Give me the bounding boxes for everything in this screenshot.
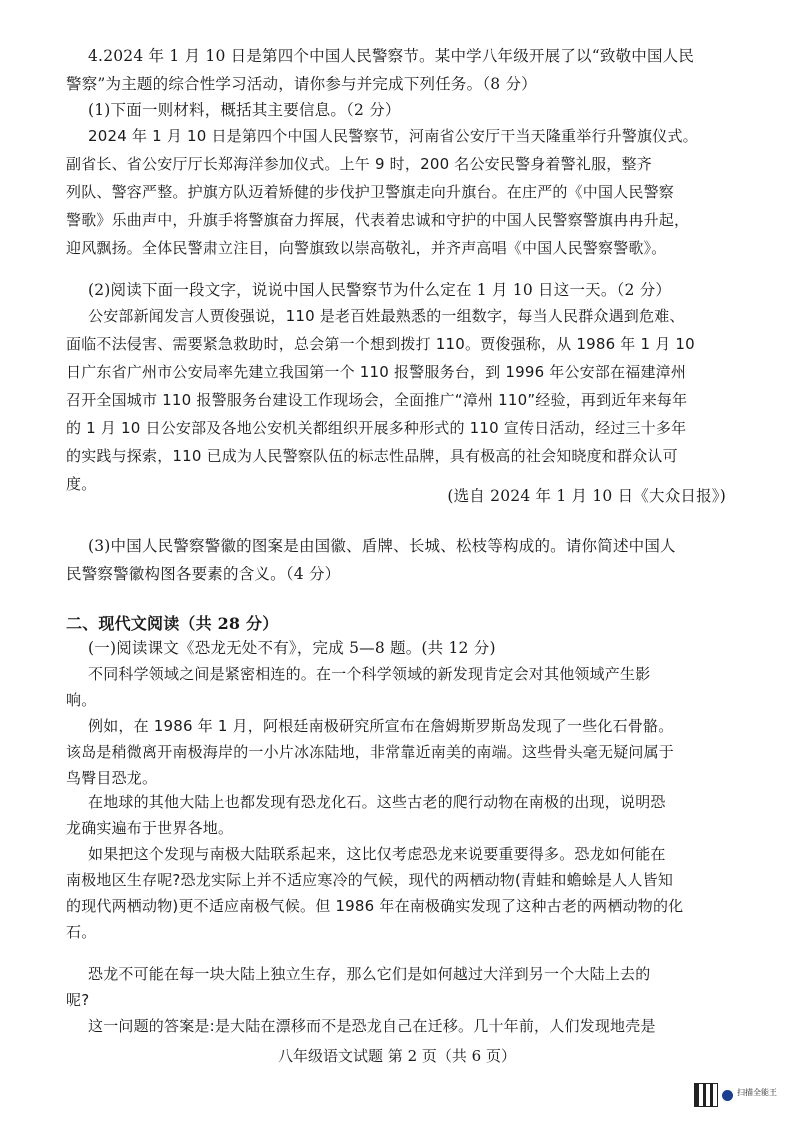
passage-line-1: 不同科学领域之间是紧密相连的。在一个科学领域的新发现肯定会对其他领域产生影 bbox=[88, 665, 651, 683]
passage-line-14: 这一问题的答案是:是大陆在漂移而不是恐龙自己在迁移。几十年前，人们发现地壳是 bbox=[88, 1017, 656, 1035]
passage-line-8: 如果把这个发现与南极大陆联系起来，这比仅考虑恐龙来说要重要得多。恐龙如何能在 bbox=[88, 845, 666, 863]
watermark-subline bbox=[737, 1097, 777, 1103]
q4-sub1-prompt: (1)下面一则材料，概括其主要信息。（2 分） bbox=[88, 101, 401, 119]
section2-title: 二、现代文阅读（共 28 分） bbox=[66, 614, 279, 633]
q4-sub2-source: (选自 2024 年 1 月 10 日《大众日报》) bbox=[447, 487, 726, 505]
q4-sub2-material-line-5: 的 1 月 10 日公安部及各地公安机关都组织开展多种形式的 110 宣传日活动，经过三十多年 bbox=[66, 419, 687, 437]
passage-line-6: 在地球的其他大陆上也都发现有恐龙化石。这些古老的爬行动物在南极的出现，说明恐 bbox=[88, 793, 666, 811]
watermark-label: 扫描全能王 bbox=[737, 1087, 777, 1097]
q4-sub2-material-line-7: 度。 bbox=[66, 475, 97, 493]
q4-sub1-material-line-4: 警歌》乐曲声中，升旗手将警旗奋力挥展，代表着忠诚和守护的中国人民警察警旗冉冉升起， bbox=[66, 211, 690, 229]
q4-sub2-material-line-1: 公安部新闻发言人贾俊强说，110 是老百姓最熟悉的一组数字，每当人民群众遇到危难、 bbox=[88, 307, 685, 325]
scanner-watermark bbox=[694, 1082, 782, 1108]
q4-sub1-material-line-2: 副省长、省公安厅厅长郑海洋参加仪式。上午 9 时，200 名公安民警身着警礼服，整齐 bbox=[66, 155, 652, 173]
q4-sub2-material-line-3: 日广东省广州市公安局率先建立我国第一个 110 报警服务台，到 1996 年公安部在福建漳州 bbox=[66, 363, 687, 381]
passage-line-9: 南极地区生存呢?恐龙实际上并不适应寒冷的气候，现代的两栖动物(青蛙和蟾蜍是人人皆知 bbox=[66, 871, 674, 889]
q4-sub3-prompt-line-1: (3)中国人民警察警徽的图案是由国徽、盾牌、长城、松枝等构成的。请你简述中国人 bbox=[88, 537, 676, 555]
q4-sub2-material-line-2: 面临不法侵害、需要紧急救助时，总会第一个想到拨打 110。贾俊强称，从 1986 年 1 月 10 bbox=[66, 335, 695, 353]
qr-code-icon bbox=[694, 1083, 718, 1107]
passage-line-5: 鸟臀目恐龙。 bbox=[66, 769, 158, 787]
passage-line-7: 龙确实遍布于世界各地。 bbox=[66, 819, 234, 837]
q4-intro-line-1: 4.2024 年 1 月 10 日是第四个中国人民警察节。某中学八年级开展了以“致敬中国人民 bbox=[88, 47, 695, 65]
q4-intro-line-2: 警察”为主题的综合性学习活动，请你参与并完成下列任务。（8 分） bbox=[66, 75, 537, 93]
passage-line-3: 例如，在 1986 年 1 月，阿根廷南极研究所宣布在詹姆斯罗斯岛发现了一些化石骨骼。 bbox=[88, 717, 674, 735]
q4-sub2-material-line-4: 召开全国城市 110 报警服务台建设工作现场会，全面推广“漳州 110”经验，再到近年来每年 bbox=[66, 391, 688, 409]
q4-sub1-material-line-5: 迎风飘扬。全体民警肃立注目，向警旗致以崇高敬礼，并齐声高唱《中国人民警察警歌》。 bbox=[66, 239, 667, 257]
passage-line-11: 石。 bbox=[66, 923, 97, 941]
q4-sub1-material-line-1: 2024 年 1 月 10 日是第四个中国人民警察节，河南省公安厅干当天隆重举行升警旗仪式。 bbox=[88, 127, 698, 145]
passage-line-13: 呢? bbox=[66, 991, 90, 1009]
q4-sub2-prompt: (2)阅读下面一段文字，说说中国人民警察节为什么定在 1 月 10 日这一天。（2 分） bbox=[88, 281, 672, 299]
page-footer: 八年级语文试题 第 2 页（共 6 页） bbox=[278, 1047, 516, 1065]
q4-sub1-material-line-3: 列队、警容严整。护旗方队迈着矫健的步伐护卫警旗走向升旗台。在庄严的《中国人民警察 bbox=[66, 183, 675, 201]
passage-line-10: 的现代两栖动物)更不适应南极气候。但 1986 年在南极确实发现了这种古老的两栖动物的化 bbox=[66, 897, 684, 915]
passage-line-12: 恐龙不可能在每一块大陆上独立生存，那么它们是如何越过大洋到另一个大陆上去的 bbox=[88, 965, 651, 983]
q4-sub2-material-line-6: 的实践与探索，110 已成为人民警察队伍的标志性品牌，具有极高的社会知晓度和群众认可 bbox=[66, 447, 678, 465]
q4-sub3-prompt-line-2: 民警察警徽构图各要素的含义。（4 分） bbox=[66, 565, 341, 583]
scanner-logo-icon bbox=[722, 1090, 733, 1101]
passage-line-2: 响。 bbox=[66, 691, 97, 709]
passage-line-4: 该岛是稍微离开南极海岸的一小片冰冻陆地，非常靠近南美的南端。这些骨头毫无疑问属于 bbox=[66, 743, 675, 761]
section2-part1-title: (一)阅读课文《恐龙无处不有》，完成 5—8 题。(共 12 分) bbox=[88, 639, 496, 657]
